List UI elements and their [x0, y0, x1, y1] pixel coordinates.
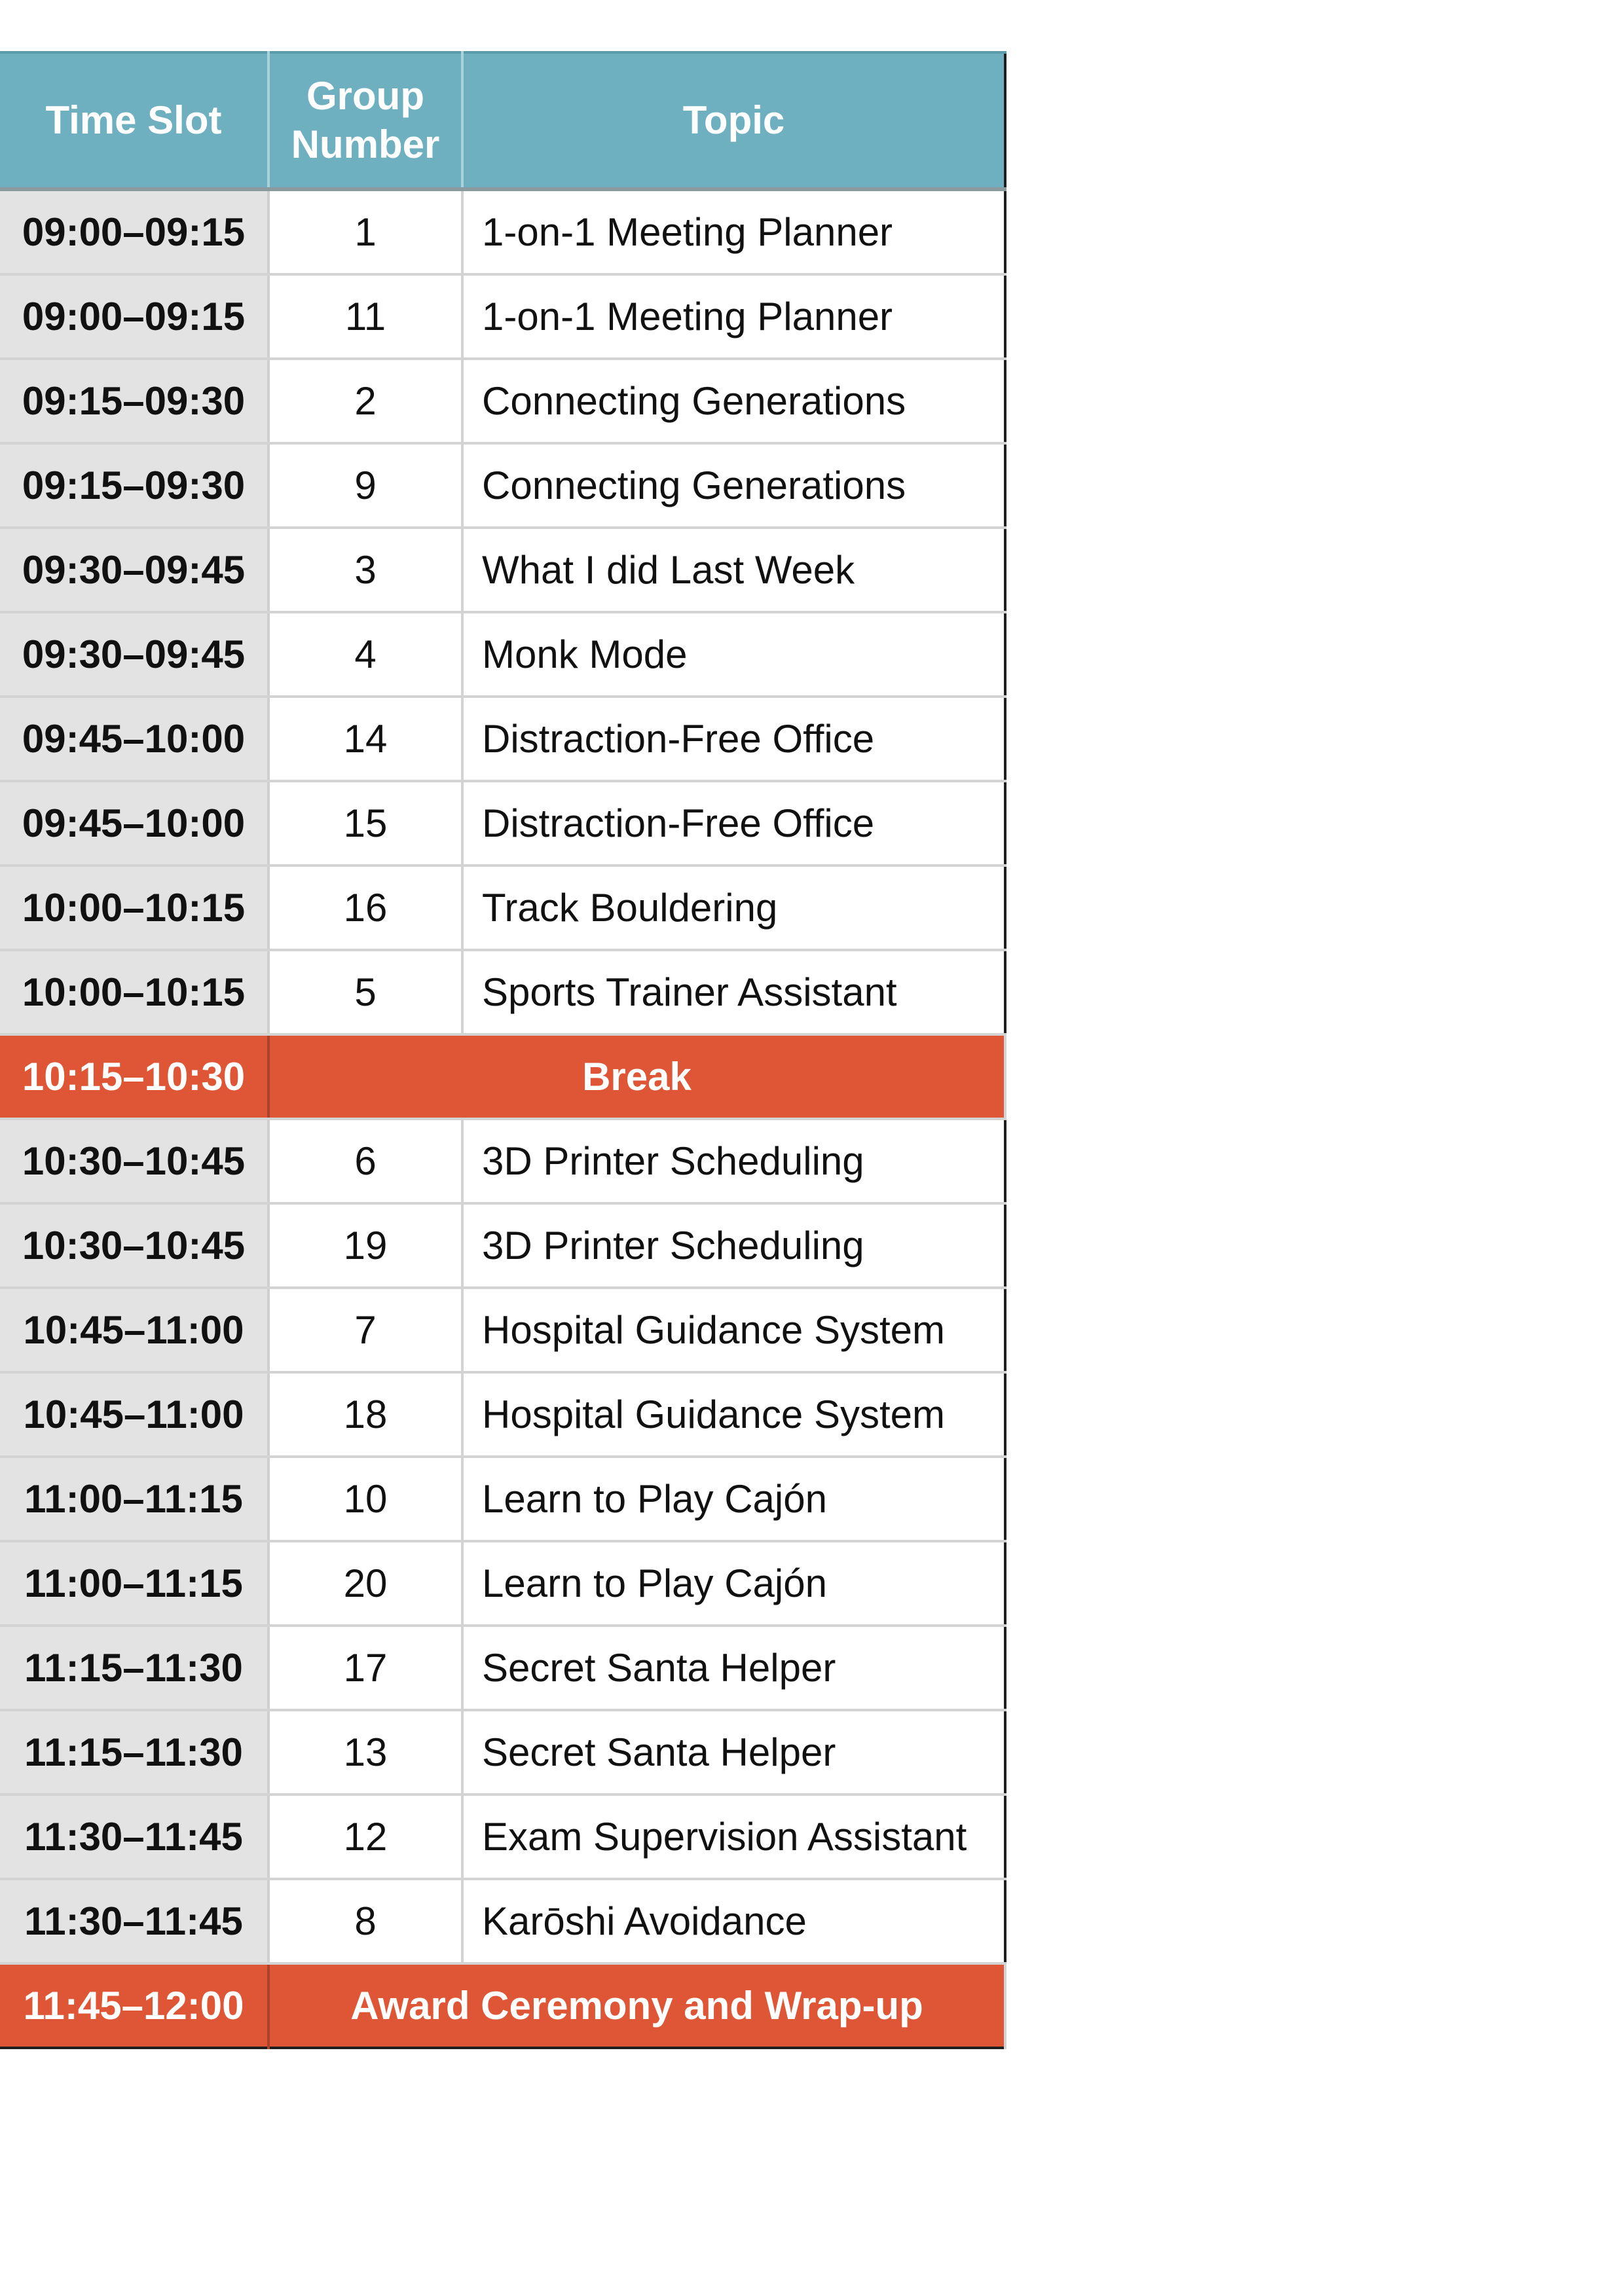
table-row [0, 612, 1005, 697]
topic-cell: Hospital Guidance System [462, 1372, 1005, 1457]
header-group-line1: Group [306, 74, 424, 118]
time-slot-cell: 10:30–10:45 [0, 1203, 268, 1288]
time-slot-cell: 09:00–09:15 [0, 274, 268, 359]
table-row [0, 1457, 1005, 1541]
group-number-cell: 10 [268, 1457, 462, 1541]
table-row [0, 189, 1005, 274]
group-number-cell: 2 [268, 359, 462, 443]
table-row [0, 866, 1005, 950]
time-slot-cell: 09:45–10:00 [0, 697, 268, 781]
table-row [0, 1541, 1005, 1626]
table-row [0, 781, 1005, 866]
table-row [0, 950, 1005, 1034]
topic-cell: Distraction-Free Office [462, 781, 1005, 866]
group-number-cell: 14 [268, 697, 462, 781]
time-slot-cell: 09:15–09:30 [0, 359, 268, 443]
topic-cell: Secret Santa Helper [462, 1626, 1005, 1710]
time-slot-cell: 10:00–10:15 [0, 866, 268, 950]
time-slot-cell: 11:15–11:30 [0, 1626, 268, 1710]
group-number-cell: 19 [268, 1203, 462, 1288]
topic-cell: Connecting Generations [462, 359, 1005, 443]
topic-cell: Monk Mode [462, 612, 1005, 697]
highlight-row [0, 1963, 1005, 2048]
table-row [0, 1372, 1005, 1457]
schedule-table [0, 51, 1006, 2049]
table-row [0, 359, 1005, 443]
topic-cell: Sports Trainer Assistant [462, 950, 1005, 1034]
time-slot-cell: 09:45–10:00 [0, 781, 268, 866]
event-label-cell: Break [268, 1034, 1005, 1119]
table-header [0, 52, 1005, 189]
time-slot-cell: 11:45–12:00 [0, 1963, 268, 2048]
topic-cell: 3D Printer Scheduling [462, 1119, 1005, 1203]
topic-cell: Exam Supervision Assistant [462, 1795, 1005, 1879]
time-slot-cell: 09:30–09:45 [0, 612, 268, 697]
group-number-cell: 4 [268, 612, 462, 697]
table-row [0, 1203, 1005, 1288]
group-number-cell: 13 [268, 1710, 462, 1795]
table-row [0, 1795, 1005, 1879]
table-row [0, 1288, 1005, 1372]
header-group-number [268, 52, 462, 189]
group-number-cell: 15 [268, 781, 462, 866]
group-number-cell: 7 [268, 1288, 462, 1372]
table-row [0, 274, 1005, 359]
time-slot-cell: 10:00–10:15 [0, 950, 268, 1034]
header-time-slot: Time Slot [0, 52, 268, 189]
time-slot-cell: 09:00–09:15 [0, 189, 268, 274]
time-slot-cell: 11:30–11:45 [0, 1795, 268, 1879]
topic-cell: Distraction-Free Office [462, 697, 1005, 781]
table-row [0, 1710, 1005, 1795]
topic-cell: 1-on-1 Meeting Planner [462, 189, 1005, 274]
table-row [0, 443, 1005, 528]
group-number-cell: 5 [268, 950, 462, 1034]
table-row [0, 1626, 1005, 1710]
table-row [0, 1879, 1005, 1963]
time-slot-cell: 11:00–11:15 [0, 1541, 268, 1626]
topic-cell: 3D Printer Scheduling [462, 1203, 1005, 1288]
table-body [0, 189, 1005, 2048]
topic-cell: Karōshi Avoidance [462, 1879, 1005, 1963]
header-topic: Topic [462, 52, 1005, 189]
topic-cell: What I did Last Week [462, 528, 1005, 612]
topic-cell: Connecting Generations [462, 443, 1005, 528]
topic-cell: Hospital Guidance System [462, 1288, 1005, 1372]
topic-cell: Track Bouldering [462, 866, 1005, 950]
group-number-cell: 16 [268, 866, 462, 950]
time-slot-cell: 10:15–10:30 [0, 1034, 268, 1119]
highlight-row [0, 1034, 1005, 1119]
group-number-cell: 12 [268, 1795, 462, 1879]
topic-cell: 1-on-1 Meeting Planner [462, 274, 1005, 359]
event-label-cell: Award Ceremony and Wrap-up [268, 1963, 1005, 2048]
header-row [0, 52, 1005, 189]
group-number-cell: 3 [268, 528, 462, 612]
group-number-cell: 18 [268, 1372, 462, 1457]
topic-cell: Learn to Play Cajón [462, 1541, 1005, 1626]
group-number-cell: 6 [268, 1119, 462, 1203]
table-row [0, 697, 1005, 781]
group-number-cell: 8 [268, 1879, 462, 1963]
group-number-cell: 9 [268, 443, 462, 528]
group-number-cell: 11 [268, 274, 462, 359]
time-slot-cell: 10:45–11:00 [0, 1372, 268, 1457]
table-row [0, 528, 1005, 612]
group-number-cell: 17 [268, 1626, 462, 1710]
time-slot-cell: 09:15–09:30 [0, 443, 268, 528]
time-slot-cell: 09:30–09:45 [0, 528, 268, 612]
table-row [0, 1119, 1005, 1203]
topic-cell: Secret Santa Helper [462, 1710, 1005, 1795]
header-group-line2: Number [291, 122, 440, 166]
time-slot-cell: 11:30–11:45 [0, 1879, 268, 1963]
topic-cell: Learn to Play Cajón [462, 1457, 1005, 1541]
time-slot-cell: 10:30–10:45 [0, 1119, 268, 1203]
group-number-cell: 20 [268, 1541, 462, 1626]
time-slot-cell: 10:45–11:00 [0, 1288, 268, 1372]
time-slot-cell: 11:00–11:15 [0, 1457, 268, 1541]
time-slot-cell: 11:15–11:30 [0, 1710, 268, 1795]
group-number-cell: 1 [268, 189, 462, 274]
